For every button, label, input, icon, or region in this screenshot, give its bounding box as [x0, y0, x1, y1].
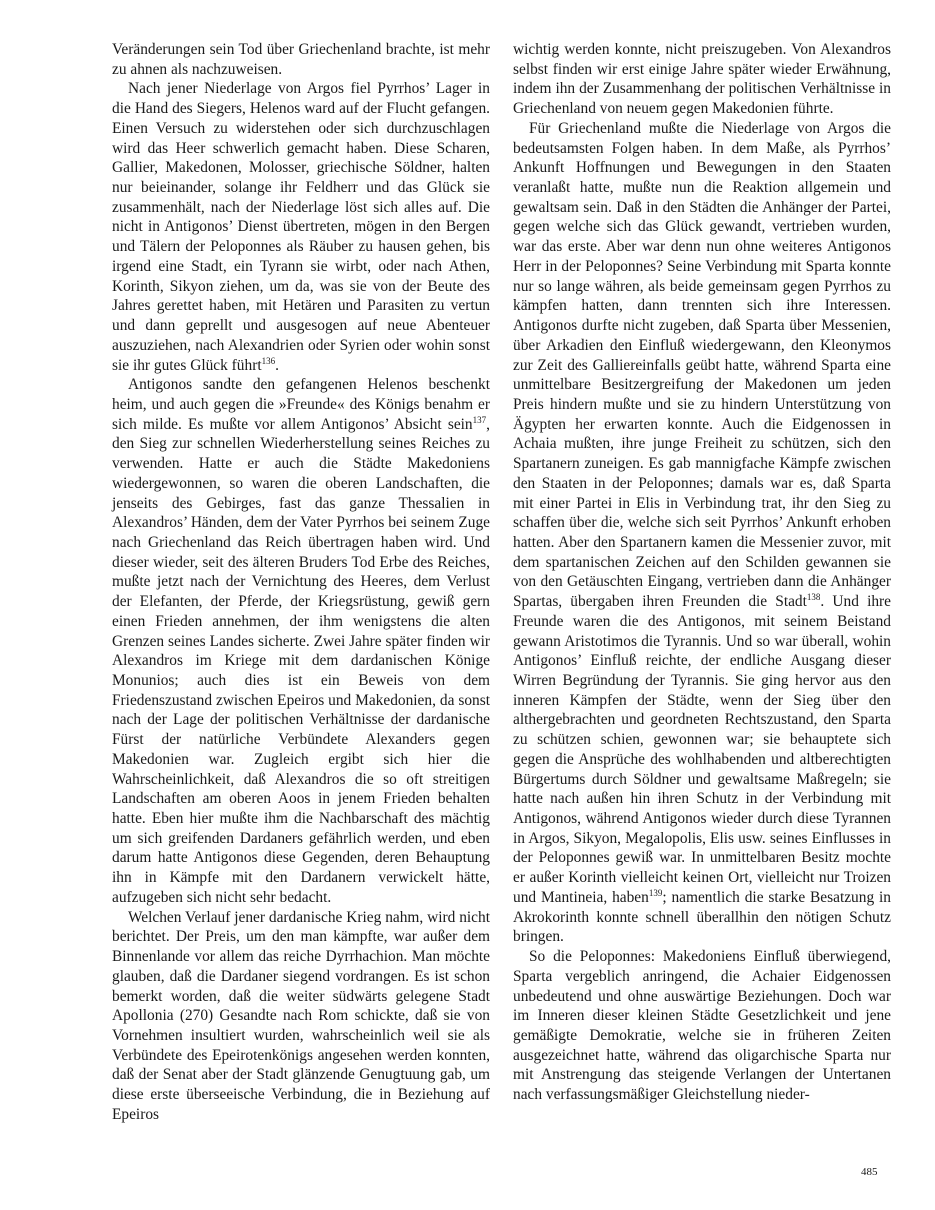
paragraph-text: Für Griechenland mußte die Niederlage von Argos die bedeutsamsten Folgen haben. In dem Maße, als Pyrrhos’ Ankunft Hoffnungen und Bewegungen in den Staaten veranlaßt hatte, mußte nun die Reaktion allgemein und gewaltsam sein. Daß in den Städten die Anhänger der Partei, gegen welche sich das Glück gewandt, vertrieben wurden, war das erste. Aber war denn nun ohne weiteres Antigonos Herr in der Peloponnes? Seine Verbindung mit Sparta konnte nur so lange währen, als beide gemeinsam gegen Pyrrhos zu kämpfen hatten, dann trennten sich ihre Interessen. Antigonos durfte nicht zugeben, daß Sparta über Messenien, über Arkadien den Einfluß wiedergewann, den Kleonymos zur Zeit des Galliereinfalls geübt hatte, während Sparta eine unmittelbare Besitzergreifung der Makedonen um jeden Preis hindern mußte und sie zu hindern Unterstützung von Ägypten her erwarten konnte. Auch die Eidgenossen in Achaia mußten, ihre junge Freiheit zu schützen, sich den Spartanern zuneigen. Es gab mannigfache Kämpfe zwischen den Staaten in der Peloponnes; damals war es, daß Sparta mit einer Partei in Elis in Verbindung trat, ihr den Sieg zu schaffen über die, welche sich seit Pyrrhos’ Ankunft erhoben hatten. Aber den Spartanern kamen die Messenier zuvor, mit dem spartanischen Zeichen auf den Schilden gewannen sie von den Getäuschten Eingang, vertrieben dann die Anhänger Spartas, übergaben ihren Freunden die Stadt — [513, 119, 891, 611]
paragraph — [112, 375, 490, 907]
paragraph — [513, 947, 891, 1105]
footnote-ref: 139 — [648, 887, 663, 898]
paragraph-text: Welchen Verlauf jener dardanische Krieg nahm, wird nicht berichtet. Der Preis, um den man kämpfte, war außer dem Binnenlande vor allem das reiche Dyrrhachion. Man möchte glauben, daß die Dardaner siegend vordrangen. Es ist schon bemerkt worden, daß die weiter südwärts gelegene Stadt Apollonia (270) Gesandte nach Rom schickte, daß sie von Vornehmen insultiert wurden, wahrscheinlich weil sie als Verbündete des Epeirotenkönigs angesehen werden konnten, daß der Senat aber der Stadt glänzende Genugtuung gab, um diese erste überseeische Verbindung, die in Beziehung auf Epeiros — [112, 908, 490, 1123]
footnote-ref: 136 — [261, 355, 276, 366]
paragraph-text: wichtig werden konnte, nicht preiszugeben. Von Alexandros selbst finden wir erst einige Jahre später wieder Erwähnung, indem ihn der Zusammenhang der politischen Verhältnisse in Griechenland von neuem gegen Makedonien führte. — [513, 41, 891, 118]
paragraph — [513, 40, 891, 119]
paragraph — [112, 40, 490, 79]
right-column — [513, 40, 891, 1105]
paragraph — [112, 79, 490, 375]
paragraph — [513, 119, 891, 947]
paragraph-text: Antigonos sandte den gefangenen Helenos beschenkt heim, und auch gegen die »Freunde« des Königs benahm er sich milde. Es mußte vor allem Antigonos’ Absicht sein — [112, 376, 490, 433]
paragraph-text: . — [275, 356, 279, 374]
paragraph-text: , den Sieg zur schnellen Wiederherstellung seines Reiches zu verwenden. Hatte er auch die Städte Makedoniens wiedergewonnen, so waren die oberen Landschaften, die jenseits des Gebirges, fast das ganze Thessalien in Alexandros’ Händen, dem der Vater Pyrrhos bei seinem Zuge nach Griechenland das Reich übertragen haben wird. Und dieser wieder, seit des älteren Bruders Tod Erbe des Reiches, mußte jetzt nach der Vernichtung des Heeres, dem Verlust der Elefanten, der Pferde, der Kriegsrüstung, gewiß gern einen Frieden annehmen, der ihm wenigstens die alten Grenzen seines Landes sicherte. Zwei Jahre später finden wir Alexandros im Kriege mit dem dardanischen Könige Monunios; auch dies ist ein Beweis von dem Friedenszustand zwischen Epeiros und Makedonien, da sonst nach der Lage der politischen Verhältnisse der dardanische Fürst der natürliche Verbündete Alexanders gegen Makedonien war. Zugleich ergibt sich hier die Wahrscheinlichkeit, daß Alexandros die so oft streitigen Landschaften am oberen Aoos in jenem Frieden behalten hatte. Eben hier mußte ihm die Nachbarschaft des mächtig um sich greifenden Dardaners gefährlich werden, und eben darum hatte Antigonos diese Gegenden, deren Behauptung ihn in Kämpfe mit den Dardanern verwickelt hätte, aufzugeben sich nicht sehr bedacht. — [112, 415, 490, 906]
paragraph-text: . Und ihre Freunde waren die des Antigonos, mit seinem Beistand gewann Aristotimos die Tyrannis. Und so war überall, wohin Antigonos’ Einfluß reichte, der endliche Ausgang dieser Wirren Begründung der Tyrannis. Sie ging hervor aus den inneren Kämpfen der Städte, wenn der Sieg über den althergebrachten und geordneten Rechtszustand, den Sparta zu schützen schien, gewonnen war; sie behauptete sich gegen die Ansprüche des wohlhabenden und altberechtigten Bürgertums durch Söldner und gewaltsame Maßregeln; sie hatte nach außen hin ihren Schutz in der Verbindung mit Antigonos, während Antigonos wieder durch diese Tyrannen in Argos, Sikyon, Megalopolis, Elis usw. seines Einflusses in der Peloponnes gewiß war. In unmittelbaren Besitz mochte er außer Korinth vielleicht keinen Ort, vielleicht nur Troizen und Mantineia, haben — [513, 593, 892, 906]
paragraph-text: Veränderungen sein Tod über Griechenland brachte, ist mehr zu ahnen als nachzuweisen. — [112, 41, 490, 78]
paragraph-text: So die Peloponnes: Makedoniens Einfluß überwiegend, Sparta vergeblich anringend, die Achaier Eidgenossen unbedeutend und ohne auswärtige Beziehungen. Doch war im Inneren dieser kleinen Städte Gesetzlichkeit und jene gemäßigte Demokratie, welche sie in früheren Zeiten ausgezeichnet hatte, während das oligarchische Sparta nur mit Anstrengung das steigende Verlangen der Untertanen nach verfassungsmäßiger Gleichstellung nieder- — [513, 948, 891, 1104]
paragraph-text: ; namentlich die starke Besatzung in Akrokorinth konnte schnell überallhin den nötigen Schutz bringen. — [513, 888, 891, 946]
paragraph-text: Nach jener Niederlage von Argos fiel Pyrrhos’ Lager in die Hand des Siegers, Helenos ward auf der Flucht gefangen. Einen Versuch zu widerstehen oder sich durchzuschlagen wird das Heer schwerlich gemacht haben. Diese Scharen, Gallier, Makedonen, Molosser, griechische Söldner, halten nur beieinander, solange ihr Feldherr und das Glück sie zusammenhält, nach der Niederlage löst sich alles auf. Die nicht in Antigonos’ Dienst übertreten, mögen in den Bergen und Tälern der Peloponnes als Räuber zu hausen gehen, bis irgend eine Stadt, ein Tyrann sie wirbt, oder nach Athen, Korinth, Sikyon ziehen, um da, was sie von der Beute des Jahres gerettet haben, mit Hetären und Parasiten zu vertun und dann geprellt und ausgesogen auf neue Abenteuer auszuziehen, nach Alexandrien oder Syrien oder wohin sonst sie ihr gutes Glück führt — [112, 80, 490, 374]
paragraph — [112, 908, 490, 1125]
left-column — [112, 40, 490, 1125]
footnote-ref: 137 — [472, 414, 487, 425]
page-number: 485 — [861, 1166, 878, 1178]
footnote-ref: 138 — [806, 592, 821, 603]
